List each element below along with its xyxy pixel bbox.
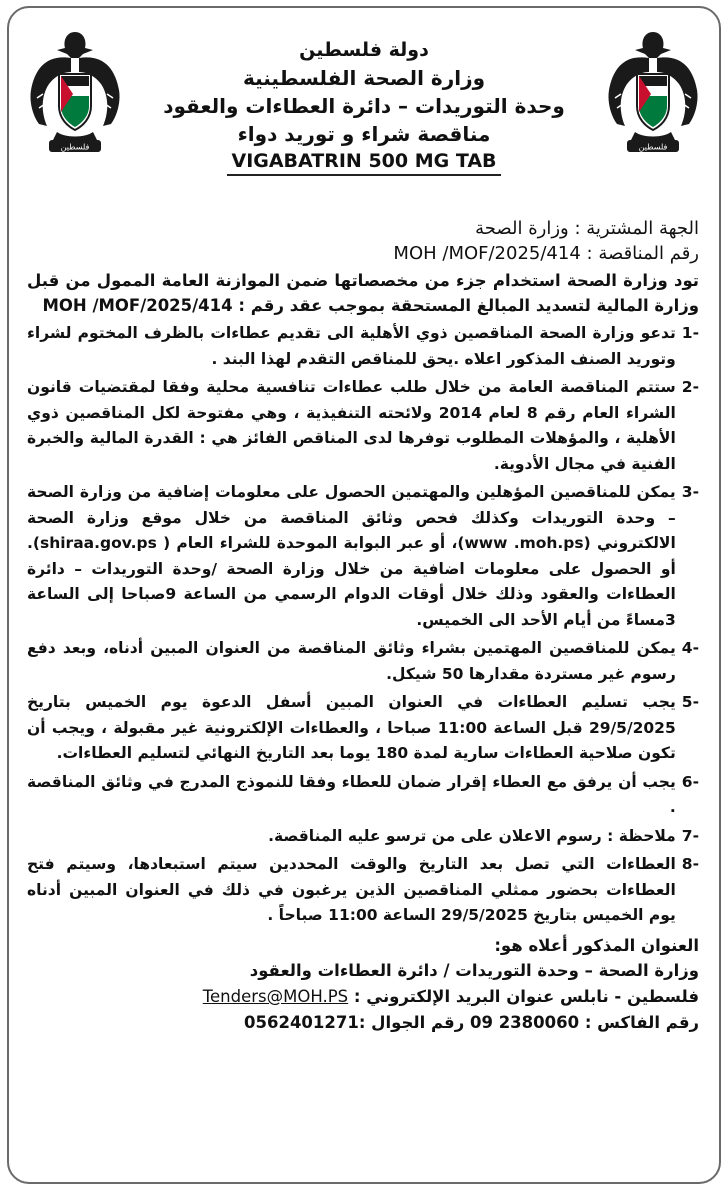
clause-number: -1: [681, 324, 699, 342]
emblem-caption-left: فلسطين: [60, 142, 90, 152]
clause-number: -2: [681, 378, 699, 396]
clause-number: -4: [681, 639, 699, 657]
eagle-emblem-icon: [605, 28, 701, 158]
clause-text: ملاحظة : رسوم الاعلان على من ترسو عليه المناقصة.: [268, 826, 676, 845]
clause-item: [27, 824, 699, 850]
product-name: VIGABATRIN 500 MG TAB: [227, 150, 500, 176]
clause-item: [27, 480, 699, 633]
email-link[interactable]: Tenders@MOH.PS: [202, 987, 349, 1006]
clause-text: تدعو وزارة الصحة المناقصين ذوي الأهلية الى تقديم عطاءات بالظرف المختوم لشراء وتوريد الصنف المذكور اعلاه .يحق للمناقص التقدم لهذا البند .: [27, 324, 676, 368]
tender-number-line: [27, 241, 699, 266]
buyer-line: الجهة المشترية : وزارة الصحة: [475, 218, 699, 239]
address-line-phone: رقم الفاكس : 2380060 09 رقم الجوال :0562401271: [244, 1013, 699, 1032]
clause-text: يجب أن يرفق مع العطاء إقرار ضمان للعطاء وفقا للنموذج المدرج في وثائق المناقصة .: [27, 772, 676, 816]
emblem-caption-right: فلسطين: [638, 142, 668, 152]
department-name: وحدة التوريدات – دائرة العطاءات والعقود: [163, 94, 565, 118]
clause-number: -3: [681, 483, 699, 501]
country-name: دولة فلسطين: [299, 39, 429, 61]
clause-number: -7: [681, 826, 699, 845]
intro-paragraph: تود وزارة الصحة استخدام جزء من مخصصاتها ضمن الموازنة العامة الممول من قبل وزارة المالية لتسديد المبالغ المستحقة بموجب عقد رقم : MOH /MOF/2025/414: [27, 271, 699, 315]
palestine-eagle-emblem-right: [605, 28, 701, 158]
eagle-emblem-icon: [27, 28, 123, 158]
tender-number-label: رقم المناقصة :: [586, 243, 699, 264]
tender-title: مناقصة شراء و توريد دواء: [237, 122, 491, 146]
clause-text: يمكن للمناقصين المهتمين بشراء وثائق المناقصة من العنوان المبين أدناه، وبعد دفع رسوم غير مستردة مقدارها 50 شيكل.: [27, 639, 676, 683]
address-title: العنوان المذكور أعلاه هو:: [494, 935, 699, 955]
clause-item: [27, 375, 699, 477]
clause-text: ستتم المناقصة العامة من خلال طلب عطاءات تنافسية محلية وفقا لمقتضيات قانون الشراء العام رقم 8 لعام 2014 ولائحته التنفيذية ، وهي مفتوحة لكل المناقصين ذوي الأهلية ، والمؤهلات المطلوب توفرها لدى المناقص الفائز هي : القدرة المالية والخبرة الفنية في مجال الأدوية.: [27, 378, 676, 473]
clause-item: [27, 636, 699, 687]
clause-item: [27, 321, 699, 372]
palestine-eagle-emblem-left: [27, 28, 123, 158]
clause-text: يمكن للمناقصين المؤهلين والمهتمين الحصول على معلومات إضافية من وزارة الصحة – وحدة التوريدات وكذلك فحص وثائق المناقصة من خلال موقع وزارة الصحة الالكتروني (www .moh.ps)، أو عبر البوابة الموحدة للشراء العام ( shiraa.gov.ps). أو الحصول على معلومات اضافية من خلال وزارة الصحة /وحدة التوريدات – دائرة العطاءات والعقود وذلك خلال أوقات الدوام الرسمي من الساعة 9صباحا إلى الساعة 3مساءً من أيام الأحد الى الخميس.: [27, 483, 676, 629]
clause-number: -6: [681, 772, 699, 791]
clause-number: -8: [681, 855, 699, 873]
tender-body: [27, 216, 699, 1036]
clauses-list: [27, 321, 699, 929]
clause-text: العطاءات التي تصل بعد التاريخ والوقت المحددين سيتم استبعادها، وسيتم فتح العطاءات بحضور ممثلي المناقصين الذين يرغبون في ذلك في العنوان المبين أدناه يوم الخميس بتاريخ 29/5/2025 الساعة 11:00 صباحاً .: [27, 855, 676, 924]
clause-text: يجب تسليم العطاءات في العنوان المبين أسفل الدعوة يوم الخميس بتاريخ 29/5/2025 قبل الساعة 11:00 صباحا ، والعطاءات الإلكترونية غير مقبولة ، ويجب أن تكون صلاحية العطاءات سارية لمدة 180 يوما بعد التاريخ النهائي لتسليم العطاءات.: [27, 693, 676, 762]
ministry-name: وزارة الصحة الفلسطينية: [242, 66, 486, 90]
tender-announcement: [7, 6, 721, 1184]
clause-item: [27, 852, 699, 929]
clause-number: -5: [681, 693, 699, 711]
clause-item: [27, 690, 699, 767]
clause-item: [27, 770, 699, 821]
tender-number: MOH /MOF/2025/414: [393, 243, 581, 264]
letterhead: [129, 36, 599, 176]
address-line-ministry: وزارة الصحة – وحدة التوريدات / دائرة العطاءات والعقود: [249, 961, 699, 980]
email-label: فلسطين - نابلس عنوان البريد الإلكتروني :: [353, 987, 699, 1006]
address-line-email: [27, 984, 699, 1010]
